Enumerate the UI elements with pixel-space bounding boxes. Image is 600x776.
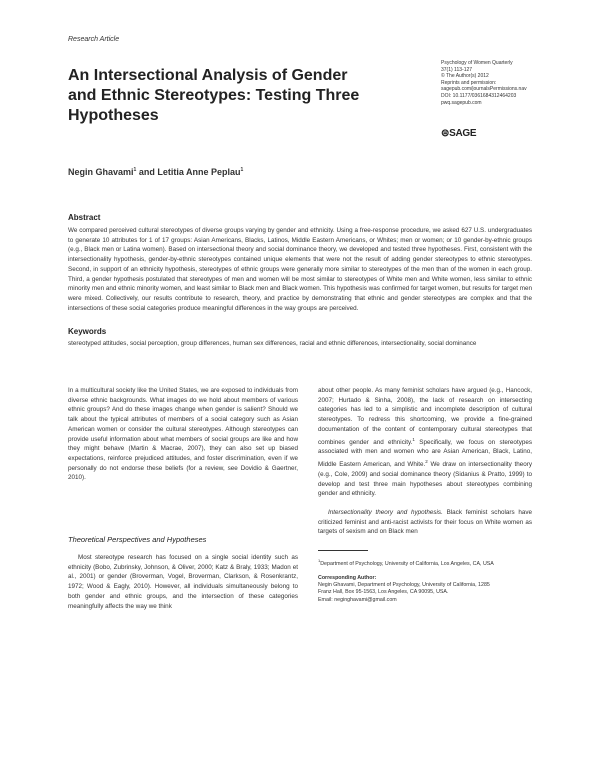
- author-1: Negin Ghavami: [68, 167, 134, 177]
- author-2-affil: 1: [240, 167, 244, 173]
- corresponding-email[interactable]: Email: neginghavami@gmail.com: [318, 596, 397, 603]
- corresponding-line-2: Franz Hall, Box 95-1563, Los Angeles, CA 90095, USA.: [318, 589, 449, 596]
- right-para-2-text: Black feminist scholars have criticized feminist and anti-racist activists for their focus on White women as targets of sexism and on Black men: [318, 509, 533, 536]
- right-para-1-a: about other people. As many feminist scholars have argued (e.g., Hancock, 2007; Hurtado & Sinha, 2008), the lack of research on intersecting categories has led to a simplistic and incomplete description of cultural stereotypes. To redress this shortcoming, we provide a fine-grained documentation of the content of contemporary cultural stereotypes that combines gender and ethnicity.: [318, 387, 532, 446]
- theory-subheading: Theoretical Perspectives and Hypotheses: [68, 535, 207, 544]
- copyright: © The Author(s) 2012: [441, 73, 489, 80]
- abstract-text: We compared perceived cultural stereotypes of diverse groups varying by gender and ethnicity. Using a free-response procedure, we asked 627 U.S. undergraduates to generate 10 attributes for 1 of 17 groups: Asian Americans, Blacks, Latinos, Middle Eastern Americans, or Whites; men or women; or 10 gender-by-ethnic groups (e.g., Black men or Latina women). Based on intersectional theory and social dominance theory, we developed and tested three hypotheses. First, consistent with the intersectionality hypothesis, gender-by-ethnic stereotypes contained unique elements that were not the result of adding gender stereotypes to ethnic stereotypes. Second, in support of an ethnicity hypothesis, stereotypes of ethnic groups were generally more similar to stereotypes of the men than of the women in each group. Third, a gender hypothesis postulated that stereotypes of men and women will be most similar to stereotypes of White men and White women, less similar to ethnic minority men and ethnic minority women, and least similar to Black men and Black women. This hypothesis was confirmed for target women, but results for target men were mixed. Collectively, our results contribute to research, theory, and practice by demonstrating that ethnic and gender stereotypes are complex and that the intersections of these social categories produce meaningful differences in the way groups are perceived.: [68, 227, 532, 312]
- affiliation-text: Department of Psychology, University of California, Los Angeles, CA, USA: [320, 560, 494, 567]
- keywords-text: stereotyped attitudes, social perception, group differences, human sex differences, racial and ethnic differences, intersectionality, social dominance: [68, 340, 477, 347]
- author-1-affil: 1: [133, 167, 137, 173]
- journal-url[interactable]: pwq.sagepub.com: [441, 99, 482, 106]
- author-2: Letitia Anne Peplau: [157, 167, 241, 177]
- sage-logo: [441, 128, 476, 139]
- author-line: [68, 167, 243, 177]
- footnote-divider: [318, 550, 368, 551]
- right-para-1-b: Specifically, we focus on stereotypes associated with men and women who are Asian American, Black, Latino, Middle Eastern American, and White.: [318, 438, 532, 469]
- right-para-1-c: We draw on intersectionality theory (e.g., Cole, 2009) and social dominance theory (Sidanius & Pratto, 1999) to develop and test three main hypotheses about stereotypes combining gender and ethnicity.: [318, 461, 532, 498]
- doi[interactable]: DOI: 10.1177/0361684312464203: [441, 92, 517, 99]
- intersectionality-subheading: Intersectionality theory and hypothesis.: [328, 509, 443, 516]
- footnote-ref-2[interactable]: 2: [425, 459, 428, 465]
- sage-logo-icon: ⊜: [441, 128, 450, 139]
- permissions-link[interactable]: sagepub.com/journalsPermissions.nav: [441, 86, 527, 93]
- left-para-2: Most stereotype research has focused on a single social identity such as ethnicity (Bobo, Zubrinsky, Johnson, & Oliver, 2000; Katz & Braly, 1933; Madon et al., 2001) or gender (Broverman, Vogel, Broverman, Clarkson, & Rosenkrantz, 1972; Wood & Eagly, 2010). However, all individuals simultaneously belong to both gender and ethnic groups, and the intersection of these categories meaningfully affects the way we think: [68, 554, 298, 610]
- keywords-heading: Keywords: [68, 327, 107, 336]
- left-para-1: In a multicultural society like the United States, we are exposed to individuals from diverse ethnic backgrounds. What images do we hold about members of various ethnic groups? And do these images change when gender is salient? Should we talk about the typical attributes of members of a social category such as Asian American women or consider the cultural stereotypes. Although stereotypes can provide useful information about what members of social groups are like and how they might behave (Martin & Macrae, 2007), they can also set up biased expectations, reinforce prejudiced attitudes, and foster discrimination, even if we personally do not endorse these beliefs (for a review, see Dovidio & Gaertner, 2010).: [68, 387, 298, 482]
- corresponding-line-1: Negin Ghavami, Department of Psychology, University of California, 1285: [318, 582, 490, 589]
- journal-name: Psychology of Women Quarterly: [441, 60, 513, 66]
- right-para-2: [318, 508, 532, 537]
- journal-volume: 37(1) 113-127: [441, 66, 473, 73]
- reprints: Reprints and permission:: [441, 79, 497, 86]
- footnote-ref-1[interactable]: 1: [412, 436, 415, 442]
- corresponding-heading: Corresponding Author:: [318, 575, 377, 581]
- abstract-heading: Abstract: [68, 213, 101, 222]
- paper-title: An Intersectional Analysis of Gender and Ethnic Stereotypes: Testing Three Hypotheses: [68, 67, 360, 124]
- author-and: and: [136, 167, 158, 177]
- right-para-1: [318, 386, 532, 499]
- affiliation-note: [318, 557, 532, 568]
- article-type-label: Research Article: [68, 36, 120, 43]
- affiliation-sup: 1: [318, 558, 321, 563]
- sage-logo-text: SAGE: [449, 128, 477, 139]
- corresponding-author: [318, 575, 532, 604]
- journal-meta: [441, 60, 551, 106]
